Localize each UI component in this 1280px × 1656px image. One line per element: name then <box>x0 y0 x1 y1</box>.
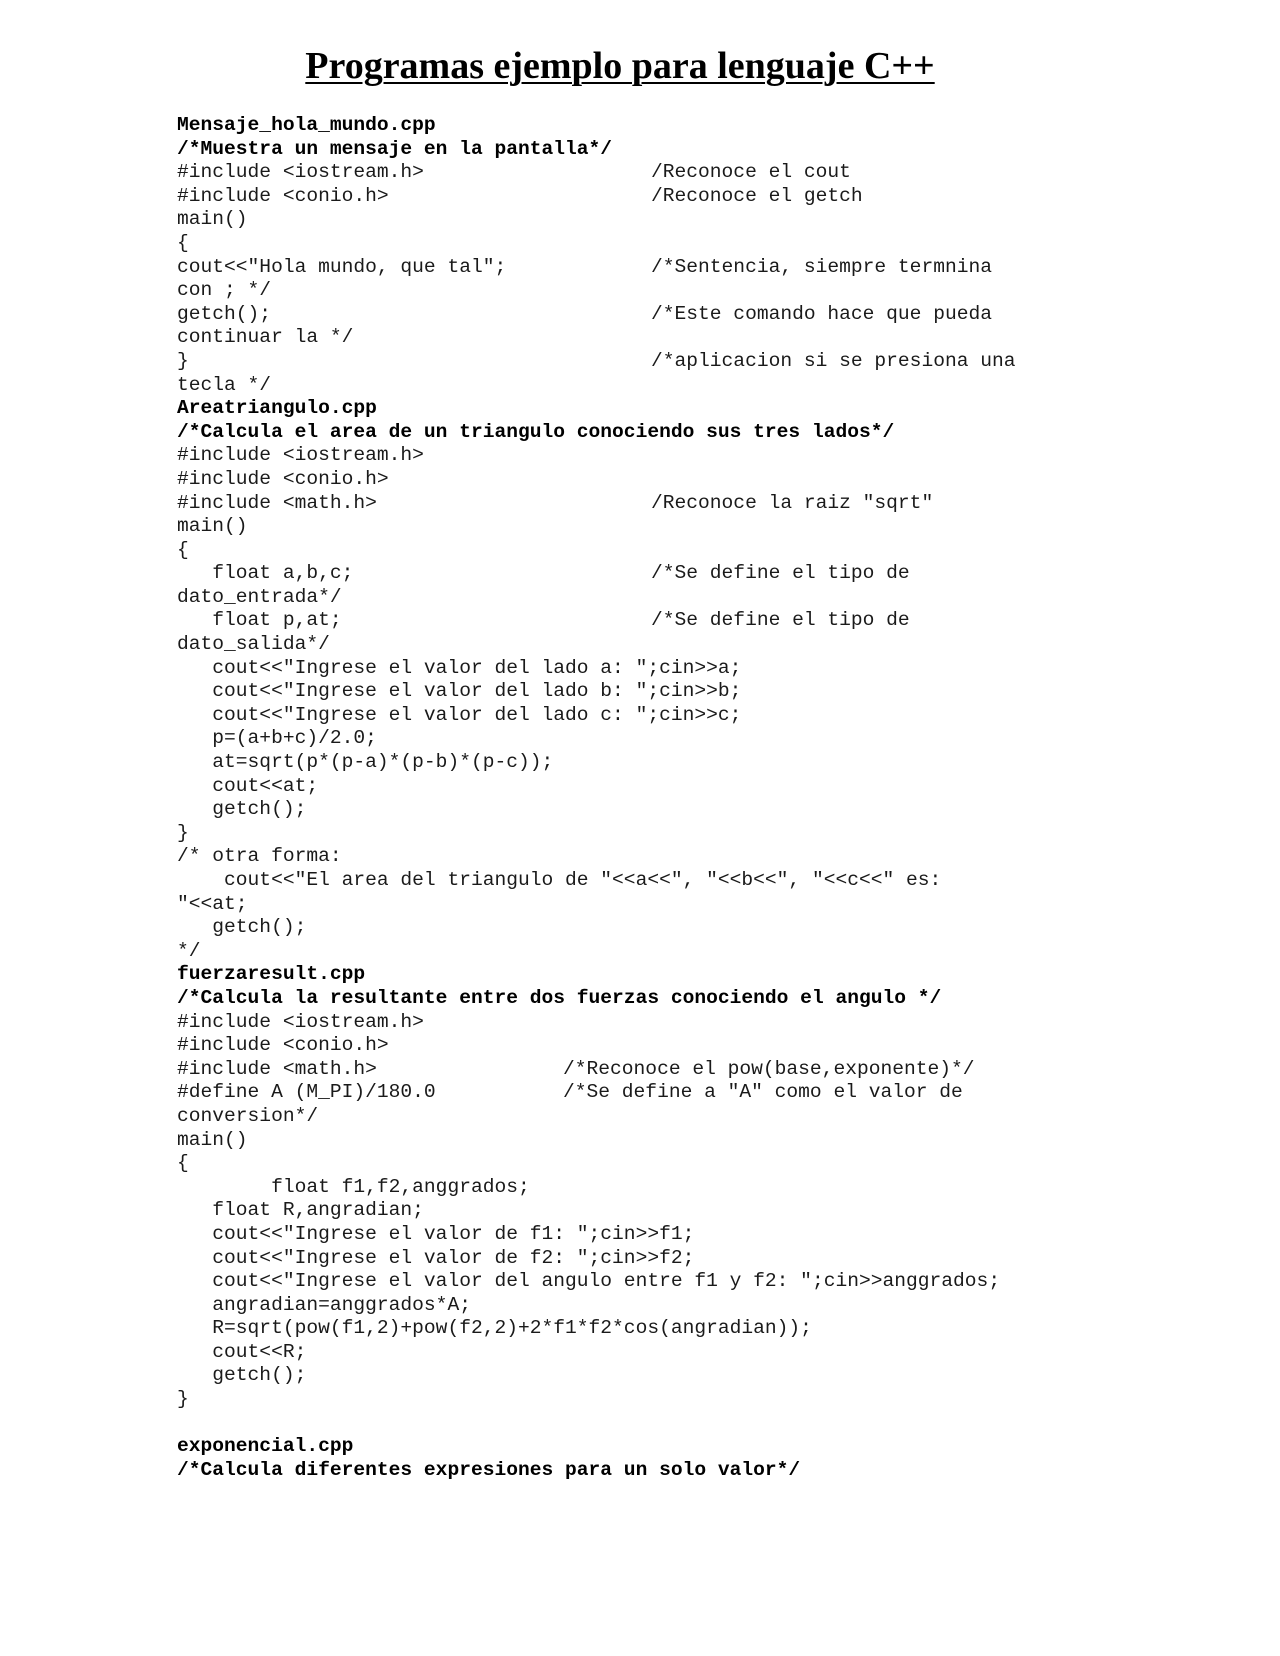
code-line: cout<<"El area del triangulo de "<<a<<", "<<b<<", "<<c<<" es: <box>177 869 942 891</box>
code-line: */ <box>177 939 201 962</box>
code-comment: /Reconoce el getch <box>651 184 863 207</box>
code-line: con ; */ <box>177 279 272 302</box>
code-line: #include <conio.h> /Reconoce el getch <box>177 184 863 207</box>
page-title: Programas ejemplo para lenguaje C++ <box>305 45 935 87</box>
code-comment: /*Sentencia, siempre termnina <box>651 255 992 278</box>
code-line: cout<<"Ingrese el valor del lado b: ";cin>>b; <box>177 680 742 703</box>
code-line: /* otra forma: <box>177 845 342 868</box>
code-line: at=sqrt(p*(p-a)*(p-b)*(p-c)); <box>177 751 554 774</box>
code-line: main() <box>177 1128 248 1151</box>
code-comment: /*Se define a "A" como el valor de <box>563 1081 963 1104</box>
code-line: cout<<"Ingrese el valor de f2: ";cin>>f2; <box>177 1246 695 1269</box>
code-line: #include <iostream.h> /Reconoce el cout <box>177 161 851 184</box>
code-comment: /Reconoce la raiz "sqrt" <box>651 491 934 514</box>
code-line: main() <box>177 208 248 231</box>
code-line: cout<<"Ingrese el valor del angulo entre f1 y f2: ";cin>>anggrados; <box>177 1270 1001 1293</box>
code-line: #include <math.h> /*Reconoce el pow(base,exponente)*/ <box>177 1057 975 1080</box>
code-comment: /*Se define el tipo de <box>651 609 910 632</box>
program-filename: Areatriangulo.cpp <box>177 397 377 420</box>
code-line: dato_entrada*/ <box>177 585 342 608</box>
code-line: #include <iostream.h> <box>177 444 424 467</box>
code-line: main() <box>177 515 248 538</box>
code-comment: /*Reconoce el pow(base,exponente)*/ <box>563 1057 975 1080</box>
code-line: { <box>177 538 189 561</box>
code-line: float R,angradian; <box>177 1199 424 1222</box>
code-line: float a,b,c; /*Se define el tipo de <box>177 562 910 585</box>
code-line: getch(); <box>177 916 307 939</box>
code-line: getch(); <box>177 798 307 821</box>
code-line: dato_salida*/ <box>177 633 330 656</box>
program-description: /*Calcula diferentes expresiones para un solo valor*/ <box>177 1458 801 1481</box>
code-line: cout<<"Hola mundo, que tal"; /*Sentencia, siempre termnina <box>177 255 992 278</box>
program-description: /*Muestra un mensaje en la pantalla*/ <box>177 137 613 160</box>
program-filename: fuerzaresult.cpp <box>177 963 366 986</box>
code-line: cout<<at; <box>177 774 319 797</box>
code-comment: /*Este comando hace que pueda <box>651 302 992 325</box>
code-line: { <box>177 231 189 254</box>
code-line: #include <conio.h> <box>177 467 389 490</box>
code-line: #include <math.h> /Reconoce la raiz "sqrt" <box>177 491 934 514</box>
code-comment: /Reconoce el cout <box>651 161 851 184</box>
code-line: "<<at; <box>177 892 248 915</box>
code-line: { <box>177 1152 189 1175</box>
code-comment: /*aplicacion si se presiona una <box>651 349 1016 372</box>
program-description: /*Calcula el area de un triangulo conociendo sus tres lados*/ <box>177 420 895 443</box>
code-line: cout<<"Ingrese el valor del lado a: ";cin>>a; <box>177 656 742 679</box>
code-line: getch(); <box>177 1364 307 1387</box>
code-line: getch(); /*Este comando hace que pueda <box>177 302 992 325</box>
code-line: #include <conio.h> <box>177 1034 389 1057</box>
code-line: p=(a+b+c)/2.0; <box>177 727 377 750</box>
code-line: #define A (M_PI)/180.0 /*Se define a "A" como el valor de <box>177 1081 963 1104</box>
program-description: /*Calcula la resultante entre dos fuerzas conociendo el angulo */ <box>177 986 942 1009</box>
program-filename: Mensaje_hola_mundo.cpp <box>177 114 436 136</box>
code-line: cout<<"Ingrese el valor del lado c: ";cin>>c; <box>177 703 742 726</box>
code-line: cout<<"Ingrese el valor de f1: ";cin>>f1; <box>177 1222 695 1245</box>
code-comment: /*Se define el tipo de <box>651 562 910 585</box>
code-line: conversion*/ <box>177 1104 319 1127</box>
code-line: } <box>177 821 189 844</box>
code-line: R=sqrt(pow(f1,2)+pow(f2,2)+2*f1*f2*cos(angradian)); <box>177 1317 812 1340</box>
code-line: #include <iostream.h> <box>177 1010 424 1033</box>
program-filename: exponencial.cpp <box>177 1435 354 1458</box>
code-line: } <box>177 1388 189 1411</box>
code-line: continuar la */ <box>177 326 354 349</box>
document-body <box>177 114 1237 1482</box>
code-line: cout<<R; <box>177 1340 307 1363</box>
blank-line <box>177 1412 1237 1436</box>
code-line: tecla */ <box>177 373 272 396</box>
code-line: float f1,f2,anggrados; <box>177 1175 530 1198</box>
code-line: angradian=anggrados*A; <box>177 1293 471 1316</box>
code-line: float p,at; /*Se define el tipo de <box>177 609 910 632</box>
code-line: } /*aplicacion si se presiona una <box>177 349 1016 372</box>
